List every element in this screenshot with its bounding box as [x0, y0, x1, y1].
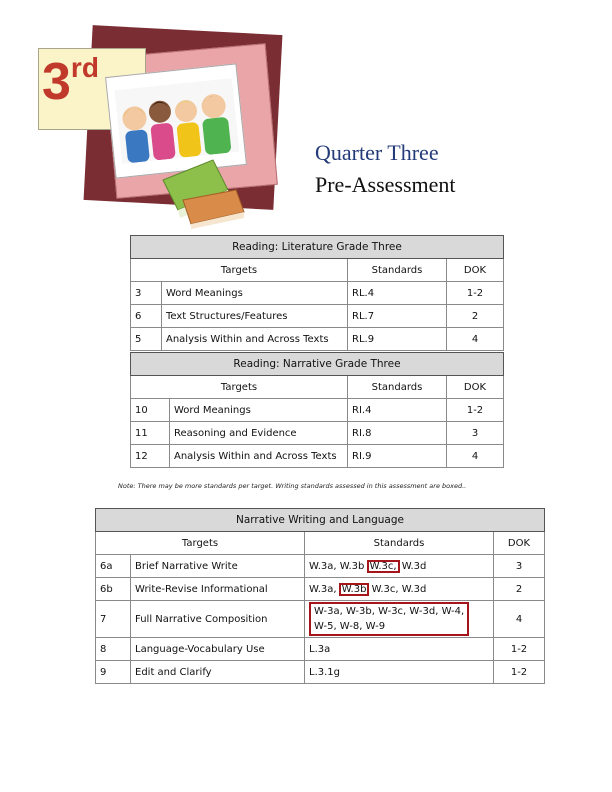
dok-level: 3 — [494, 555, 545, 578]
dok-level: 1-2 — [494, 638, 545, 661]
standard-line: W-5, W-8, W-9 — [314, 621, 386, 632]
section-title: Narrative Writing and Language — [96, 509, 545, 532]
target-name: Analysis Within and Across Texts — [162, 328, 348, 351]
standard: RI.9 — [348, 445, 447, 468]
target-number: 11 — [131, 422, 170, 445]
target-name: Reasoning and Evidence — [170, 422, 348, 445]
target-number: 6 — [131, 305, 162, 328]
column-header-dok: DOK — [447, 376, 504, 399]
page-title-line2: Pre-Assessment — [315, 172, 456, 197]
grade-badge-number: 3 — [42, 53, 71, 111]
page-title-line1: Quarter Three — [315, 140, 439, 165]
column-header-standards: Standards — [348, 259, 447, 282]
target-name: Full Narrative Composition — [131, 601, 305, 638]
standard-plain: W.3a, — [309, 583, 337, 595]
target-number: 12 — [131, 445, 170, 468]
dok-level: 1-2 — [494, 661, 545, 684]
target-name: Brief Narrative Write — [131, 555, 305, 578]
column-header-dok: DOK — [494, 532, 545, 555]
dok-level: 3 — [447, 422, 504, 445]
target-number: 10 — [131, 399, 170, 422]
grade-badge-suffix: rd — [70, 52, 99, 83]
column-header-dok: DOK — [447, 259, 504, 282]
target-name: Text Structures/Features — [162, 305, 348, 328]
column-header-targets: Targets — [131, 259, 348, 282]
standard: RI.4 — [348, 399, 447, 422]
target-number: 9 — [96, 661, 131, 684]
standard-boxed — [309, 602, 469, 636]
target-number: 3 — [131, 282, 162, 305]
standard-plain: W.3c, W.3d — [371, 583, 427, 595]
table-row — [96, 638, 545, 661]
table-row — [96, 661, 545, 684]
dok-level: 2 — [447, 305, 504, 328]
target-number: 6b — [96, 578, 131, 601]
section-title: Reading: Literature Grade Three — [131, 236, 504, 259]
target-number: 5 — [131, 328, 162, 351]
dok-level: 1-2 — [447, 399, 504, 422]
table-row — [96, 601, 545, 638]
standard: L.3.1g — [305, 661, 494, 684]
target-name: Write-Revise Informational — [131, 578, 305, 601]
target-name: Edit and Clarify — [131, 661, 305, 684]
table-row — [131, 422, 504, 445]
standard — [305, 578, 494, 601]
table-row — [96, 578, 545, 601]
standard-plain: W.3d — [401, 560, 427, 572]
section-title: Reading: Narrative Grade Three — [131, 353, 504, 376]
target-number: 6a — [96, 555, 131, 578]
column-header-targets: Targets — [131, 376, 348, 399]
standard: RL.4 — [348, 282, 447, 305]
dok-level: 2 — [494, 578, 545, 601]
target-name: Word Meanings — [170, 399, 348, 422]
books-icon — [158, 150, 248, 230]
narrative-writing-table — [95, 508, 545, 684]
dok-level: 4 — [447, 445, 504, 468]
dok-level: 4 — [494, 601, 545, 638]
table-row — [131, 445, 504, 468]
column-header-standards: Standards — [348, 376, 447, 399]
standard: L.3a — [305, 638, 494, 661]
standard-boxed: W.3b — [341, 583, 367, 595]
column-header-targets: Targets — [96, 532, 305, 555]
target-name: Language-Vocabulary Use — [131, 638, 305, 661]
target-number: 8 — [96, 638, 131, 661]
target-name: Word Meanings — [162, 282, 348, 305]
dok-level: 1-2 — [447, 282, 504, 305]
standard — [305, 555, 494, 578]
table-row — [96, 555, 545, 578]
column-header-standards: Standards — [305, 532, 494, 555]
table-row — [131, 305, 504, 328]
table-row — [131, 282, 504, 305]
dok-level: 4 — [447, 328, 504, 351]
target-number: 7 — [96, 601, 131, 638]
standard: RI.8 — [348, 422, 447, 445]
table-row — [131, 328, 504, 351]
table-row — [131, 399, 504, 422]
standard-boxed: W.3c, — [369, 560, 397, 572]
reading-narrative-table — [130, 352, 504, 468]
grade-badge-label — [42, 52, 99, 111]
standard-line: W-3a, W-3b, W-3c, W-3d, W-4, — [314, 606, 465, 617]
standard — [305, 601, 494, 638]
standard: RL.7 — [348, 305, 447, 328]
target-name: Analysis Within and Across Texts — [170, 445, 348, 468]
reading-literature-table — [130, 235, 504, 351]
assessment-note: Note: There may be more standards per target. Writing standards assessed in this assessment are boxed.. — [118, 482, 467, 490]
standard-plain: W.3a, W.3b — [309, 560, 365, 572]
standard: RL.9 — [348, 328, 447, 351]
